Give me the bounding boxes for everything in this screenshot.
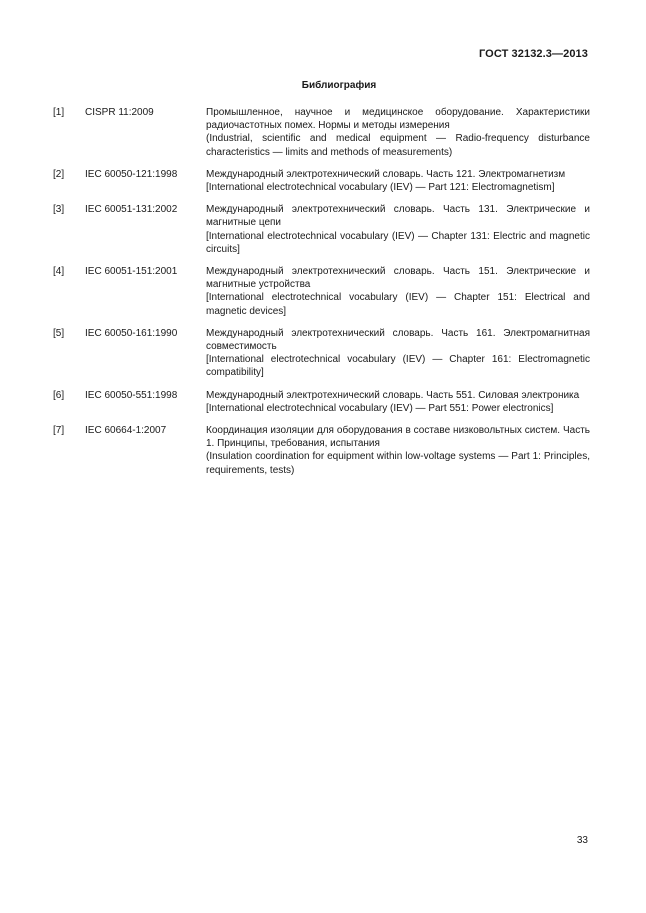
entry-description [206, 168, 590, 194]
entry-description [206, 424, 590, 477]
entry-description [206, 389, 590, 415]
entry-standard-code: IEC 60050-121:1998 [85, 168, 178, 180]
entry-standard-code: IEC 60664-1:2007 [85, 425, 167, 437]
section-title-text: Библиография [301, 80, 377, 91]
entry-title-ru: Международный электротехнический словарь. Часть 551. Силовая электроника [206, 389, 580, 401]
standard-id-header: ГОСТ 32132.3—2013 [478, 48, 588, 60]
bibliography-entry [53, 106, 590, 159]
entry-title-en: (Industrial, scientific and medical equipment — Radio-frequency disturbance characteristics — limits and methods of measurements) [206, 133, 590, 158]
entry-title-ru: Международный электротехнический словарь. Часть 131. Электрические и магнитные цепи [206, 204, 590, 229]
bibliography-list [53, 106, 590, 486]
entry-title-en: [International electrotechnical vocabulary (IEV) — Chapter 151: Electrical and magnetic devices] [206, 292, 590, 317]
page-number: 33 [576, 835, 588, 846]
bibliography-entry [53, 168, 590, 194]
entry-title-en: [International electrotechnical vocabulary (IEV) — Chapter 131: Electric and magnetic circuits] [206, 230, 590, 255]
entry-standard-code: IEC 60051-131:2002 [85, 204, 178, 216]
entry-title-ru: Координация изоляции для оборудования в составе низковольтных систем. Часть 1. Принципы, требования, испытания [206, 425, 590, 450]
entry-standard-code: IEC 60050-551:1998 [85, 389, 178, 401]
entry-description [206, 203, 590, 256]
section-title [0, 80, 646, 91]
bibliography-entry [53, 203, 590, 256]
entry-title-ru: Международный электротехнический словарь. Часть 151. Электрические и магнитные устройства [206, 266, 590, 291]
entry-description [206, 265, 590, 318]
bibliography-entry [53, 265, 590, 318]
bibliography-entry [53, 389, 590, 415]
entry-title-en: [International electrotechnical vocabulary (IEV) — Part 121: Electromagnetism] [206, 182, 555, 194]
entry-number: [7] [53, 425, 65, 437]
entry-title-ru: Промышленное, научное и медицинское оборудование. Характеристики радиочастотных помех. Нормы и методы измерения [206, 107, 590, 132]
entry-number: [6] [53, 389, 65, 401]
entry-description [206, 327, 590, 380]
entry-title-ru: Международный электротехнический словарь. Часть 121. Электромагнетизм [206, 168, 566, 180]
entry-title-ru: Международный электротехнический словарь. Часть 161. Электромагнитная совместимость [206, 327, 590, 353]
entry-number: [2] [53, 168, 65, 180]
entry-title-en: [International electrotechnical vocabulary (IEV) — Chapter 161: Electromagnetic compatibility] [206, 354, 590, 379]
bibliography-entry [53, 424, 590, 477]
entry-number: [5] [53, 327, 65, 339]
entry-title-en: [International electrotechnical vocabulary (IEV) — Part 551: Power electronics] [206, 402, 554, 414]
entry-standard-code: IEC 60051-151:2001 [85, 266, 178, 278]
entry-number: [3] [53, 204, 65, 216]
entry-number: [4] [53, 266, 65, 278]
entry-number: [1] [53, 107, 65, 118]
entry-description [206, 106, 590, 159]
bibliography-entry [53, 327, 590, 380]
entry-standard-code: IEC 60050-161:1990 [85, 327, 178, 339]
entry-standard-code: CISPR 11:2009 [85, 107, 154, 118]
entry-title-en: (Insulation coordination for equipment within low-voltage systems — Part 1: Principles, requirements, tests) [206, 451, 590, 476]
